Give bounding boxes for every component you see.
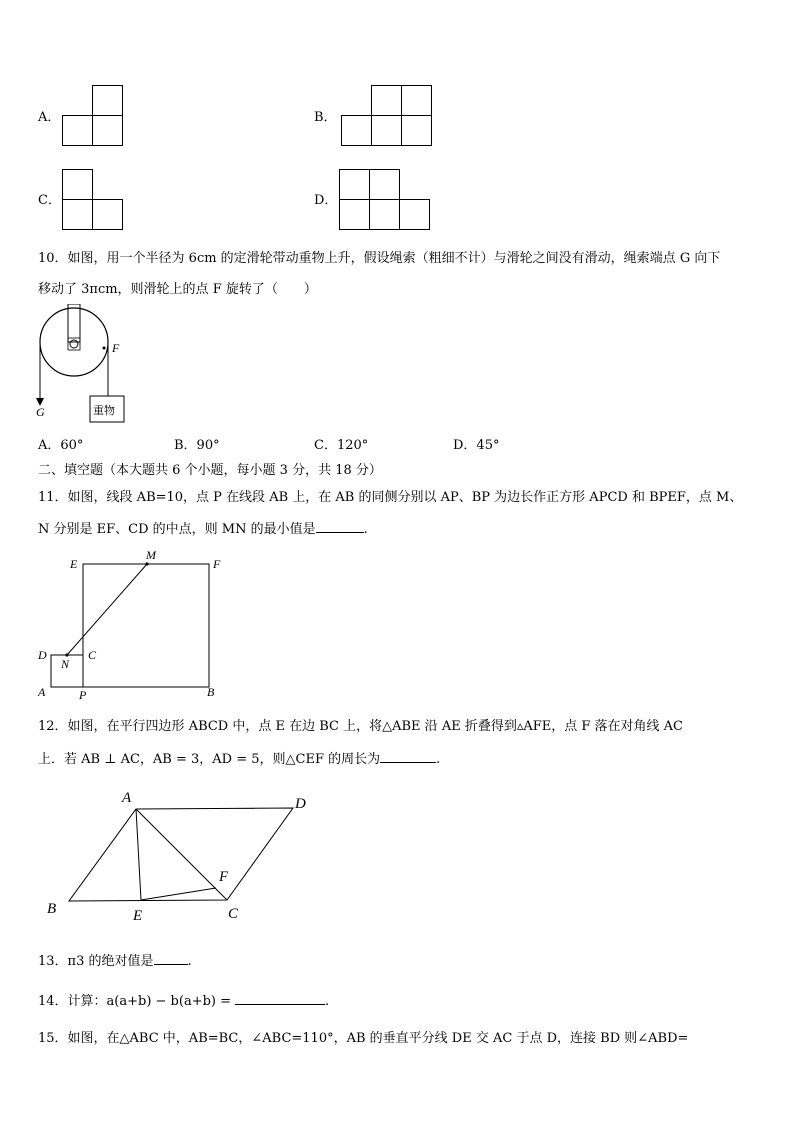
q14-text: 14．计算：a(a+b) − b(a+b) = <box>38 994 232 1009</box>
option-a-figure <box>62 85 124 147</box>
q10-line-1: 10．如图，用一个半径为 6cm 的定滑轮带动重物上升，假设绳索（粗细不计）与滑轮之间没有滑动，绳索端点 G 向下 <box>38 251 721 266</box>
label-m: M <box>146 548 156 562</box>
q13 <box>38 952 192 971</box>
q10-choice-a: A．60° <box>38 438 84 453</box>
option-a-label: A． <box>38 110 61 125</box>
q14 <box>38 992 329 1011</box>
q12-answer-blank[interactable] <box>380 750 436 763</box>
label-f11: F <box>213 557 221 571</box>
q15: 15．如图，在△ABC 中，AB=BC，∠ABC=110°，AB 的垂直平分线 DE 交 AC 于点 D，连接 BD 则∠ABD= <box>38 1031 689 1046</box>
parallelogram-figure <box>40 784 320 926</box>
option-d-label: D． <box>314 193 338 208</box>
label-b12: B <box>47 901 57 917</box>
label-e12: E <box>133 908 143 924</box>
label-c12: C <box>228 906 239 922</box>
option-c-label: C． <box>38 193 61 208</box>
squares-figure <box>34 546 234 704</box>
label-c: C <box>88 648 97 662</box>
label-e: E <box>70 557 78 571</box>
label-p: P <box>79 688 87 702</box>
q12-line-1: 12．如图，在平行四边形 ABCD 中，点 E 在边 BC 上，将△ABE 沿 AE 折叠得到▵AFE，点 F 落在对角线 AC <box>38 719 683 734</box>
q10-choice-b: B．90° <box>174 438 220 453</box>
q10-choice-c: C．120° <box>314 438 369 453</box>
label-b: B <box>207 685 215 699</box>
q11-line-2 <box>38 520 368 539</box>
q11-end: . <box>363 522 368 537</box>
section-2-heading: 二、填空题（本大题共 6 个小题，每小题 3 分，共 18 分） <box>38 463 382 478</box>
q11-line-1: 11．如图，线段 AB=10，点 P 在线段 AB 上，在 AB 的同侧分别以 AP、BP 为边长作正方形 APCD 和 BPEF，点 M、 <box>38 490 743 505</box>
q10-line-2: 移动了 3πcm，则滑轮上的点 F 旋转了（ ） <box>38 282 317 297</box>
label-n: N <box>61 657 70 671</box>
q14-end: . <box>325 994 330 1009</box>
label-f12: F <box>219 869 229 885</box>
option-c-figure <box>62 169 124 231</box>
q12-line-2-text: 上．若 AB ⊥ AC，AB = 3，AD = 5，则△CEF 的周长为 <box>38 752 381 767</box>
pulley-figure <box>34 304 134 426</box>
q12-line-2 <box>38 750 440 769</box>
q13-text: 13．π3 的绝对值是 <box>38 954 154 969</box>
label-g: G <box>36 405 45 419</box>
option-b-label: B． <box>314 110 337 125</box>
q11-line-2-text: N 分别是 EF、CD 的中点，则 MN 的最小值是 <box>38 522 316 537</box>
q10-choice-d: D．45° <box>453 438 500 453</box>
q13-end: . <box>187 954 192 969</box>
q14-answer-blank[interactable] <box>235 992 325 1005</box>
label-d: D <box>38 648 47 662</box>
option-b-figure <box>341 85 433 147</box>
label-a12: A <box>122 790 132 806</box>
label-d12: D <box>295 796 306 812</box>
q12-end: . <box>436 752 441 767</box>
q13-answer-blank[interactable] <box>154 952 188 965</box>
weight-label: 重物 <box>93 404 115 417</box>
q11-answer-blank[interactable] <box>316 520 364 533</box>
label-a: A <box>38 685 46 699</box>
option-d-figure <box>339 169 431 231</box>
label-f: F <box>112 341 120 355</box>
